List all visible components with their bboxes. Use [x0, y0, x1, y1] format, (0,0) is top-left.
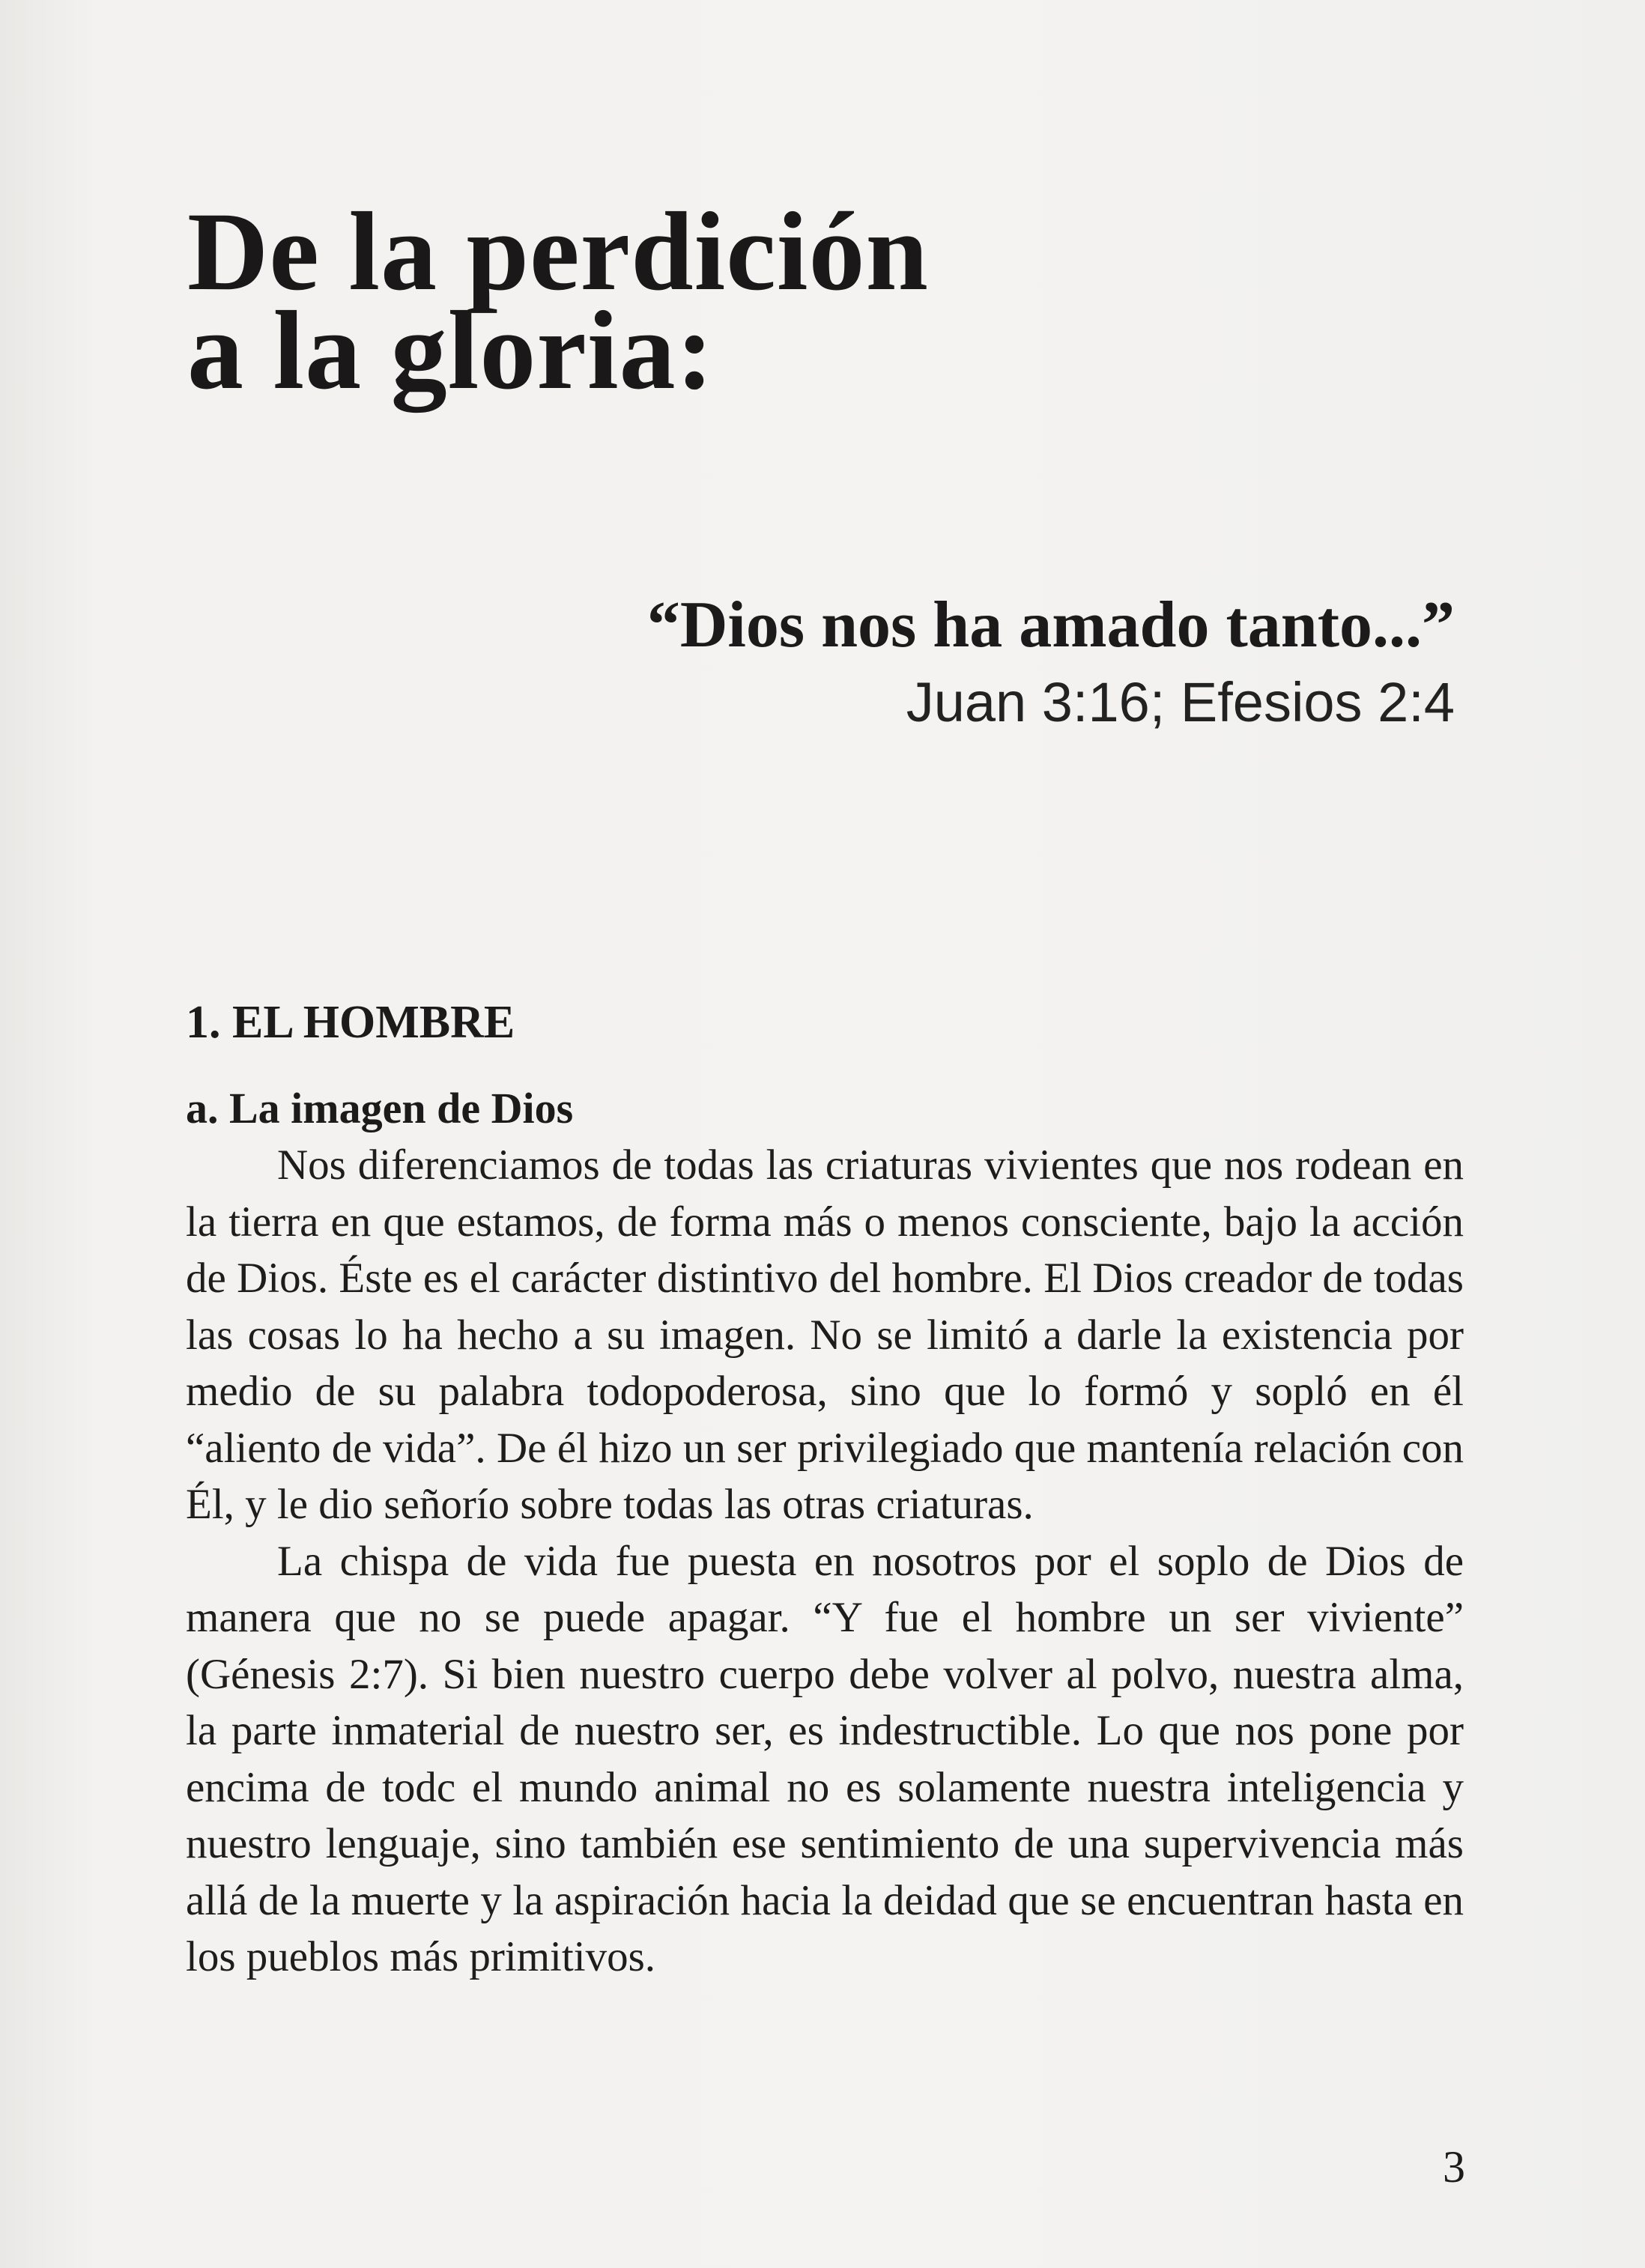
subsection-heading: a. La imagen de Dios	[186, 1084, 574, 1133]
paragraph-2: La chispa de vida fue puesta en nosotros por el soplo de Dios de manera que no se puede apagar. “Y fue el hombre un ser viviente” (Génesis 2:7). Si bien nuestro cuerpo debe volver al polvo, nuestra alma, la parte inmaterial de nuestro ser, es indestructible. Lo que nos pone por encima de todc el mundo animal no es solamente nuestra inteligencia y nuestro lenguaje, sino también ese sentimiento de una supervivencia más allá de la muerte y la aspiración hacia la deidad que se encuentran hasta en los pueblos más primitivos.	[186, 1537, 1464, 1980]
chapter-title-line-2: a la gloria:	[187, 288, 715, 413]
paragraph-1: Nos diferenciamos de todas las criaturas vivientes que nos rodean en la tierra en que estamos, de forma más o menos consciente, bajo la acción de Dios. Éste es el carácter distintivo del hombre. El Dios creador de todas las cosas lo ha hecho a su imagen. No se limitó a darle la existencia por medio de su palabra todopoderosa, sino que lo formó y sopló en él “aliento de vida”. De él hizo un ser privilegiado que mantenía relación con Él, y le dio señorío sobre todas las otras criaturas.	[186, 1141, 1464, 1528]
body-text	[186, 1137, 1464, 1986]
section-heading: 1. EL HOMBRE	[186, 997, 515, 1048]
epigraph	[647, 584, 1455, 739]
epigraph-reference: Juan 3:16; Efesios 2:4	[906, 671, 1455, 733]
page-number: 3	[1443, 2142, 1465, 2192]
chapter-title	[187, 189, 1386, 413]
chapter-title-line-1: De la perdición	[187, 189, 929, 314]
epigraph-quote: “Dios nos ha amado tanto...”	[646, 589, 1455, 661]
